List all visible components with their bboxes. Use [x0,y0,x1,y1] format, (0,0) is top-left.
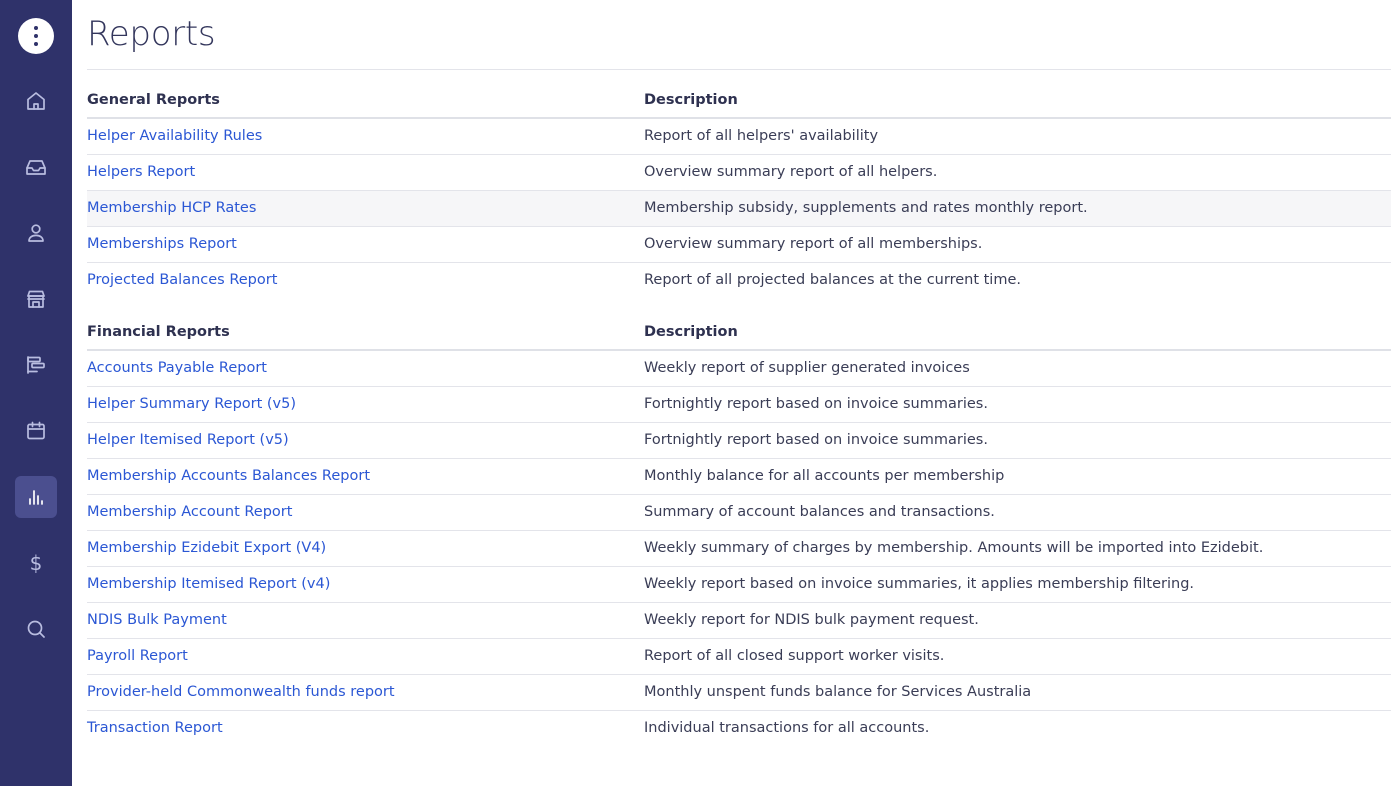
column-header-description: Description [644,70,1391,118]
sidebar-item-calendar[interactable] [15,410,57,452]
report-description: Individual transactions for all accounts. [644,720,930,737]
table-row [87,494,1391,530]
table-row [87,262,1391,298]
report-link[interactable]: Helper Summary Report (v5) [87,396,297,412]
table-row [87,386,1391,422]
report-description: Monthly unspent funds balance for Services Australia [644,674,1391,710]
report-description: Monthly balance for all accounts per membership [644,458,1391,494]
report-description: Weekly report of supplier generated invoices [644,350,1391,386]
report-link[interactable]: Helpers Report [87,164,196,180]
table-row [87,602,1391,638]
table-row [87,350,1391,386]
timeline-icon [24,353,48,377]
report-link[interactable]: Transaction Report [87,720,223,737]
column-header-description: Description [644,302,1391,350]
sidebar-item-search[interactable] [15,608,57,650]
report-link[interactable]: Membership Account Report [87,504,293,520]
report-description: Weekly summary of charges by membership. Amounts will be imported into Ezidebit. [644,530,1391,566]
bar-chart-icon [24,485,48,509]
sidebar [0,0,72,786]
report-description: Weekly report for NDIS bulk payment request. [644,602,1391,638]
report-description: Membership subsidy, supplements and rates monthly report. [644,190,1391,226]
sidebar-item-scheduling[interactable] [15,344,57,386]
report-description: Report of all helpers' availability [644,118,1391,154]
table-header-row [87,302,1391,350]
report-description: Overview summary report of all memberships. [644,226,1391,262]
financial-reports-table [87,302,1391,746]
column-header-report: General Reports [87,70,644,118]
report-description: Weekly report based on invoice summaries, it applies membership filtering. [644,566,1391,602]
calendar-icon [24,419,48,443]
user-icon [24,221,48,245]
table-row [87,458,1391,494]
table-row [87,190,1391,226]
report-link[interactable]: Memberships Report [87,236,237,252]
column-header-report: Financial Reports [87,302,644,350]
sidebar-item-inbox[interactable] [15,146,57,188]
report-description: Fortnightly report based on invoice summaries. [644,386,1391,422]
dollar-icon: $ [29,551,43,575]
table-row [87,226,1391,262]
sidebar-item-reports[interactable] [15,476,57,518]
table-row [87,154,1391,190]
table-row [87,710,1391,746]
report-link[interactable]: Membership Itemised Report (v4) [87,576,331,592]
general-reports-table [87,70,1391,298]
app-logo-icon[interactable] [18,18,54,54]
main-content [72,0,1391,786]
report-link[interactable]: Membership Ezidebit Export (V4) [87,540,327,556]
table-row [87,638,1391,674]
report-link[interactable]: Payroll Report [87,648,188,664]
report-description: Report of all projected balances at the current time. [644,272,1021,289]
report-link[interactable]: Projected Balances Report [87,272,278,289]
table-row [87,674,1391,710]
table-row [87,422,1391,458]
table-row [87,530,1391,566]
sidebar-item-finance[interactable] [15,542,57,584]
report-link[interactable]: Membership HCP Rates [87,200,257,216]
report-link[interactable]: Accounts Payable Report [87,360,267,377]
store-icon [24,287,48,311]
sidebar-item-suppliers[interactable] [15,278,57,320]
search-icon [24,617,48,641]
page-title: Reports [87,14,216,54]
report-link[interactable]: Provider-held Commonwealth funds report [87,684,395,700]
report-description: Summary of account balances and transactions. [644,494,1391,530]
report-link[interactable]: Membership Accounts Balances Report [87,468,370,484]
table-row [87,118,1391,154]
home-icon [24,89,48,113]
table-header-row [87,70,1391,118]
report-link[interactable]: Helper Itemised Report (v5) [87,432,289,448]
inbox-icon [24,155,48,179]
sidebar-item-home[interactable] [15,80,57,122]
table-row [87,566,1391,602]
report-description: Report of all closed support worker visits. [644,638,1391,674]
report-description: Overview summary report of all helpers. [644,154,1391,190]
report-link[interactable]: Helper Availability Rules [87,128,263,145]
sidebar-item-people[interactable] [15,212,57,254]
report-description: Fortnightly report based on invoice summaries. [644,422,1391,458]
report-link[interactable]: NDIS Bulk Payment [87,612,227,628]
